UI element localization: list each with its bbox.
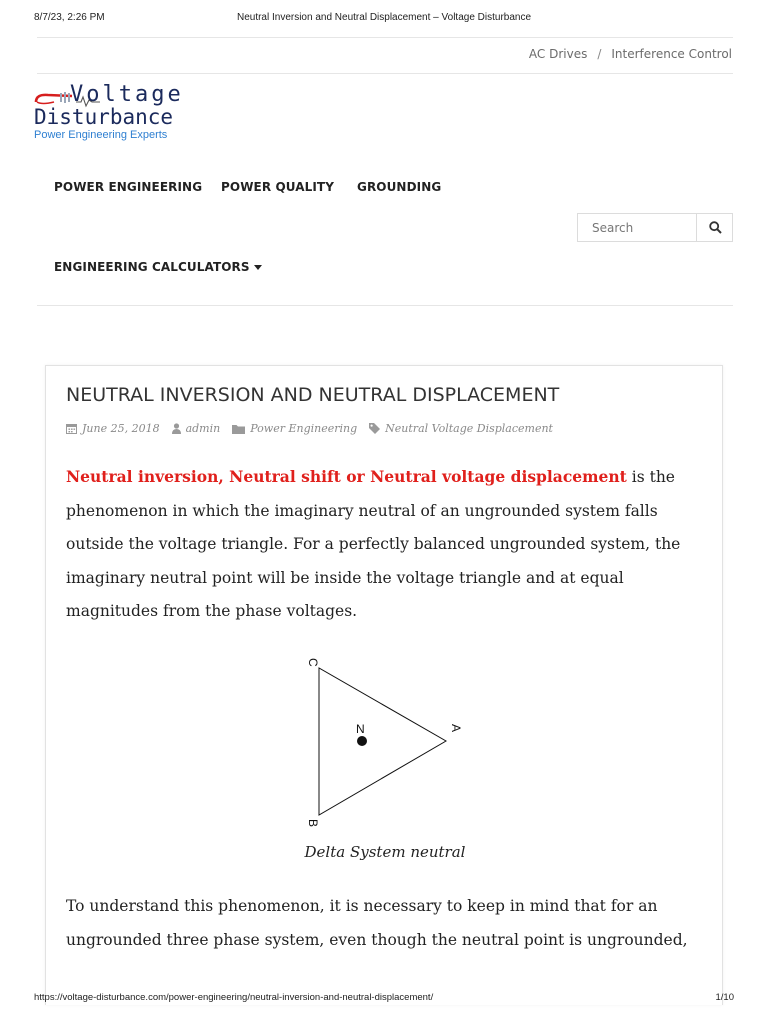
- meta-author-text: admin: [185, 422, 221, 435]
- caret-down-icon: [254, 265, 262, 270]
- print-date: 8/7/23, 2:26 PM: [34, 12, 105, 23]
- logo-word-disturbance: Disturbance: [34, 105, 174, 129]
- para2-line: To understand this phenomenon, it is necessary to keep in mind that for an: [66, 897, 658, 915]
- logo-word-voltage: Voltage: [70, 82, 184, 107]
- label-a: A: [449, 724, 463, 733]
- intro-line: outside the voltage triangle. For a perfectly balanced ungrounded system, the: [66, 535, 681, 553]
- intro-line: phenomenon in which the imaginary neutral of an ungrounded system falls: [66, 501, 658, 520]
- article-card: [45, 365, 723, 1005]
- neutral-point: [357, 736, 367, 746]
- meta-tag-text: Neutral Voltage Displacement: [385, 422, 553, 435]
- meta-category[interactable]: [232, 422, 357, 435]
- magnifier-icon: [709, 221, 722, 234]
- print-url: https://voltage-disturbance.com/power-engineering/neutral-inversion-and-neutral-displacement/: [34, 992, 434, 1003]
- nav-engineering-calculators[interactable]: [54, 260, 262, 274]
- nav-grounding[interactable]: GROUNDING: [357, 180, 442, 194]
- top-link-interference-control[interactable]: Interference Control: [611, 47, 732, 61]
- meta-tag[interactable]: [369, 422, 553, 435]
- print-header: [0, 12, 768, 26]
- intro-line: imaginary neutral point will be inside the voltage triangle and at equal: [66, 568, 624, 587]
- search-input[interactable]: [578, 214, 696, 241]
- site-logo[interactable]: [34, 82, 194, 146]
- label-b: B: [306, 819, 320, 828]
- nav-power-quality[interactable]: POWER QUALITY: [221, 180, 334, 194]
- article-title: NEUTRAL INVERSION AND NEUTRAL DISPLACEMENT: [66, 384, 560, 406]
- breadcrumb: [529, 47, 732, 61]
- folder-icon: [232, 424, 245, 434]
- search-form: [577, 213, 733, 242]
- intro-paragraph: [66, 460, 706, 629]
- search-button[interactable]: [696, 214, 733, 241]
- intro-line-text: is the: [626, 468, 675, 486]
- print-page-number: 1/10: [715, 992, 734, 1003]
- label-c: C: [306, 658, 320, 667]
- calendar-icon: [66, 423, 77, 434]
- article-meta: [66, 422, 565, 435]
- intro-line: [66, 460, 706, 495]
- print-footer: [0, 992, 768, 1006]
- second-paragraph: [66, 890, 706, 957]
- meta-category-text: Power Engineering: [250, 422, 358, 435]
- voltage-triangle: [319, 668, 446, 815]
- breadcrumb-separator: /: [597, 47, 602, 61]
- nav-engineering-calculators-label: ENGINEERING CALCULATORS: [54, 260, 250, 274]
- top-link-ac-drives[interactable]: AC Drives: [528, 47, 588, 61]
- divider: [37, 73, 733, 74]
- meta-date: [66, 422, 160, 435]
- meta-date-text: June 25, 2018: [82, 422, 160, 435]
- figure-caption: Delta System neutral: [304, 843, 466, 861]
- divider: [37, 305, 733, 306]
- print-title: Neutral Inversion and Neutral Displacement – Voltage Disturbance: [236, 12, 532, 23]
- meta-author[interactable]: [172, 422, 221, 435]
- intro-line: magnitudes from the phase voltages.: [66, 602, 358, 620]
- divider: [37, 37, 733, 38]
- label-n: N: [356, 722, 365, 736]
- tag-icon: [369, 423, 380, 434]
- para2-line: ungrounded three phase system, even though the neutral point is ungrounded,: [66, 930, 688, 949]
- delta-triangle-figure: [286, 653, 486, 853]
- intro-highlight: Neutral inversion, Neutral shift or Neutral voltage displacement: [66, 467, 627, 486]
- logo-tagline: Power Engineering Experts: [34, 129, 168, 141]
- nav-power-engineering[interactable]: POWER ENGINEERING: [54, 180, 203, 194]
- user-icon: [172, 423, 181, 434]
